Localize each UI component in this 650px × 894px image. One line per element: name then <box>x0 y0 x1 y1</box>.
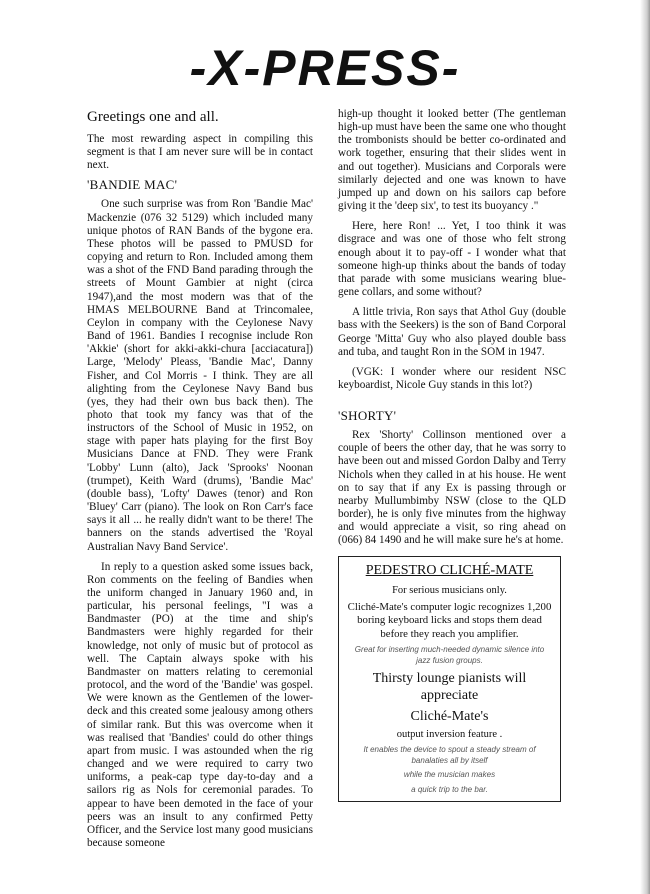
section-heading-bandie-mac: 'BANDIE MAC' <box>87 177 178 193</box>
page-edge-shadow <box>640 0 650 894</box>
ad-line-trip-to-bar: a quick trip to the bar. <box>411 784 488 794</box>
ad-title: PEDESTRO CLICHÉ-MATE <box>365 562 534 578</box>
paragraph-trivia: A little trivia, Ron says that Athol Guy (double bass with the Seekers) is the son of Band Corporal George 'Mitta' Guy who also played double bass and tuba, and taught Ron in the SOM in 1947. <box>338 306 566 358</box>
paragraph-bandie-mac-photos: One such surprise was from Ron 'Bandie Mac' Mackenzie (076 32 5129) which included many unique photos of RAN Bands of the bygone era. These photos will be passed to PMUSD for copying and return to Ron. Included among them was a shot of the FND Band parading through the streets of Mount Gambier at night (circa 1947),and the most modern was that of the HMAS MELBOURNE Band at Trincomalee, Ceylon in company with the Ceylonese Navy Band of 1961. Bandies I recognise include Ron 'Akkie' (short for akki-akki-chura [acciacatura]) Large, 'Melody' Pleass, 'Bandie Mac', Danny Fisher, and Col Morris - I think. They are all alighting from the Ceylonese Navy Band bus (yes, they had their own bus back then). The photo that took my fancy was that of the instructors of the School of Music in 1952, on stage with paper hats playing for the first Boy Musicians Dance at FND. They were Frank 'Lobby' Lunn (alto), Jack 'Sprooks' Noonan (trumpet), Keith Ward (drums), 'Bandie Mac' (double bass), 'Lofty' Dawes (tenor) and Ron 'Bluey' Carr (piano). The look on Ron Carr's face says it all ... he really didn't want to be there! The banners on the stands advertised the 'Royal Australian Navy Band Service'. <box>87 198 313 553</box>
ad-line-output-inversion: output inversion feature . <box>396 729 503 741</box>
left-column <box>87 108 313 850</box>
ad-line-musician-makes: while the musician makes <box>403 770 496 780</box>
paragraph-vgk-note: (VGK: I wonder where our resident NSC keyboardist, Nicole Guy stands in this lot?) <box>338 365 566 391</box>
paragraph-uniform-continued: high-up thought it looked better (The gentleman high-up must have been the same one who thought the trombonists should be better co-ordinated and work together, ensuring that their slides went in and out together). Musicians and Corporals were similarly dejected and one was known to have jumped up and down on his sailors cap before giving it the 'deep six', to test its buoyancy ." <box>338 108 566 213</box>
paragraph-here-here-ron: Here, here Ron! ... Yet, I too think it was disgrace and was one of those who felt strong enough about it to pay-off - I wonder what that someone high-up thinks about the bands of today that parade with some musicians wearing blue-gene collars, and some without? <box>338 220 566 299</box>
greeting-heading: Greetings one and all. <box>87 109 219 125</box>
paragraph-uniform-change: In reply to a question asked some issues back, Ron comments on the feeling of Bandies when the uniform changed in January 1960 and, in particular, his personal feelings, "I was a Bandmaster (PO) at the time and ship's Bandmasters were highly regarded for their knowledge, not only of music but of protocol as well. The Captain always spoke with his Bandmaster on matters relating to ceremonial protocol, and the word of the 'Bandie' was gospel. We were known as the Gentlemen of the lower-deck and this created some jealousy among others of similar rank. But this was overcome when it was realised that 'Bandies' could do other things apart from music. I was astounded when the rig changed and we were required to carry two uniforms, a peak-cap type day-to-day and a sailors rig as Nols for ceremonial parades. To appear to have been demoted in the face of your peers was an insult to any confirmed Petty Officer, and the Service lost many good musicians because someone <box>87 560 313 849</box>
ad-line-dynamic-silence: Great for inserting much-needed dynamic silence into jazz fusion groups. <box>354 645 545 665</box>
masthead-title: -X-PRESS- <box>189 40 461 96</box>
advertisement-box <box>338 556 561 803</box>
paragraph-shorty: Rex 'Shorty' Collinson mentioned over a couple of beers the other day, that he was sorry to have been out and missed Gordon Dalby and Terry Nichols when they called in at his house. He went on to say that if any Ex is passing through or nearby Mullumbimby NSW (close to the QLD border), he is only five minutes from the highway and would appreciate a visit, so ring ahead on (066) 84 1490 and he will make sure he's at home. <box>338 429 566 547</box>
ad-line-thirsty-pianists: Thirsty lounge pianists will appreciate <box>372 671 527 704</box>
ad-line-cliche-mates: Cliché-Mate's <box>410 709 489 725</box>
right-column <box>338 108 566 802</box>
intro-paragraph: The most rewarding aspect in compiling this segment is that I am never sure will be in contact next. <box>87 133 313 172</box>
ad-line-serious-musicians: For serious musicians only. <box>392 584 507 596</box>
ad-line-computer-logic: Cliché-Mate's computer logic recognizes 1,200 boring keyboard licks and stops them dead before they reach you amplifier. <box>347 600 552 640</box>
section-heading-shorty: 'SHORTY' <box>338 408 397 424</box>
ad-line-steady-stream: It enables the device to spout a steady stream of banalaties all by itself <box>363 745 536 765</box>
